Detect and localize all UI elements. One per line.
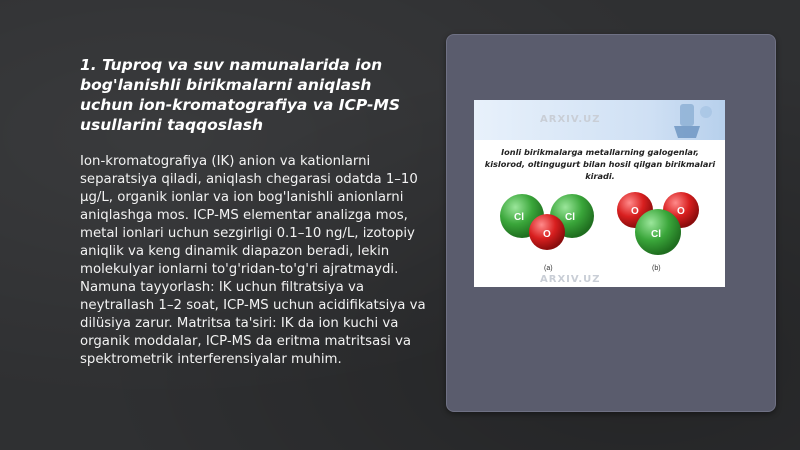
molecule-a: [500, 194, 594, 272]
watermark-bottom: ARXIV.UZ: [540, 274, 601, 285]
atom-b1-label: O: [631, 206, 639, 217]
atom-b2-label: O: [677, 206, 685, 217]
molecule-b-label: (b): [652, 265, 661, 272]
figure-caption: Ionli birikmalarga metallarning galogenlar, kislorod, oltingugurt bilan hosil qilgan birikmalari kiradi.: [484, 147, 716, 181]
watermark-top: ARXIV.UZ: [540, 114, 601, 125]
molecule-figure: [474, 100, 725, 287]
atom-a1-label: Cl: [514, 212, 524, 223]
atom-b3-label: Cl: [651, 229, 661, 240]
flask-icon: [674, 104, 712, 138]
slide-heading: 1. Tuproq va suv namunalarida ion bog'lanishli birikmalarni aniqlash uchun ion-kromatografiya va ICP-MS usullarini taqqoslash: [80, 56, 400, 134]
molecules-illustration: [474, 100, 725, 287]
atom-a2-label: O: [543, 229, 551, 240]
molecule-b: [617, 192, 699, 272]
slide-body-text: Ion-kromatografiya (IK) anion va kationlarni separatsiya qiladi, aniqlash chegarasi odatda 1–10 μg/L, organik ionlar va ion bog'lanishli anionlarni aniqlashga mos. ICP-MS elementar analizga mos, metal ionlari uchun sezgirligi 0.1–10 ng/L, izotopiy aniqlik va keng dinamik diapazon beradi, lekin molekulyar ionlarni to'g'ridan-to'g'ri ajratmaydi. Namuna tayyorlash: IK uchun filtratsiya va neytrallash 1–2 soat, ICP-MS uchun acidifikatsiya va dilüsiya zarur. Matritsa ta'siri: IK da ion kuchi va organik moddalar, ICP-MS da eritma matritsasi va spektrometrik interferensiyalar muhim.: [80, 154, 426, 367]
atom-a3-label: Cl: [565, 212, 575, 223]
molecule-a-label: (a): [544, 265, 553, 272]
